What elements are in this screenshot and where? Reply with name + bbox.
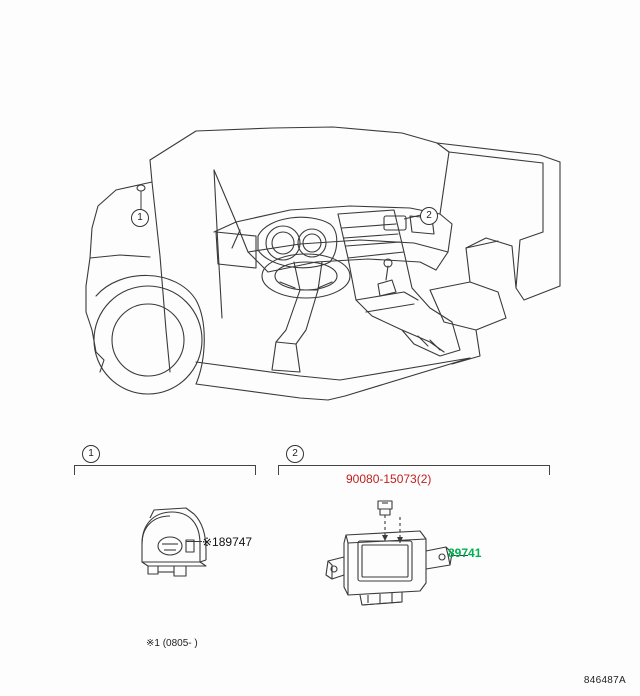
part-label-90080-15073[interactable]: 90080-15073(2) (346, 472, 432, 486)
group-1-callout[interactable]: 1 (82, 445, 100, 463)
callout-marker-1[interactable]: 1 (131, 209, 149, 227)
part-label-89741[interactable]: 89741 (448, 546, 482, 560)
group-1-bracket (74, 465, 256, 475)
part-89747-leader (186, 541, 202, 542)
part-label-89747[interactable]: ※189747 (202, 535, 253, 549)
callout-marker-2[interactable]: 2 (420, 207, 438, 225)
footnote-text: ※1 (0805- ) (146, 638, 198, 649)
group-2-callout[interactable]: 2 (286, 445, 304, 463)
drawing-id: 846487A (583, 675, 626, 686)
